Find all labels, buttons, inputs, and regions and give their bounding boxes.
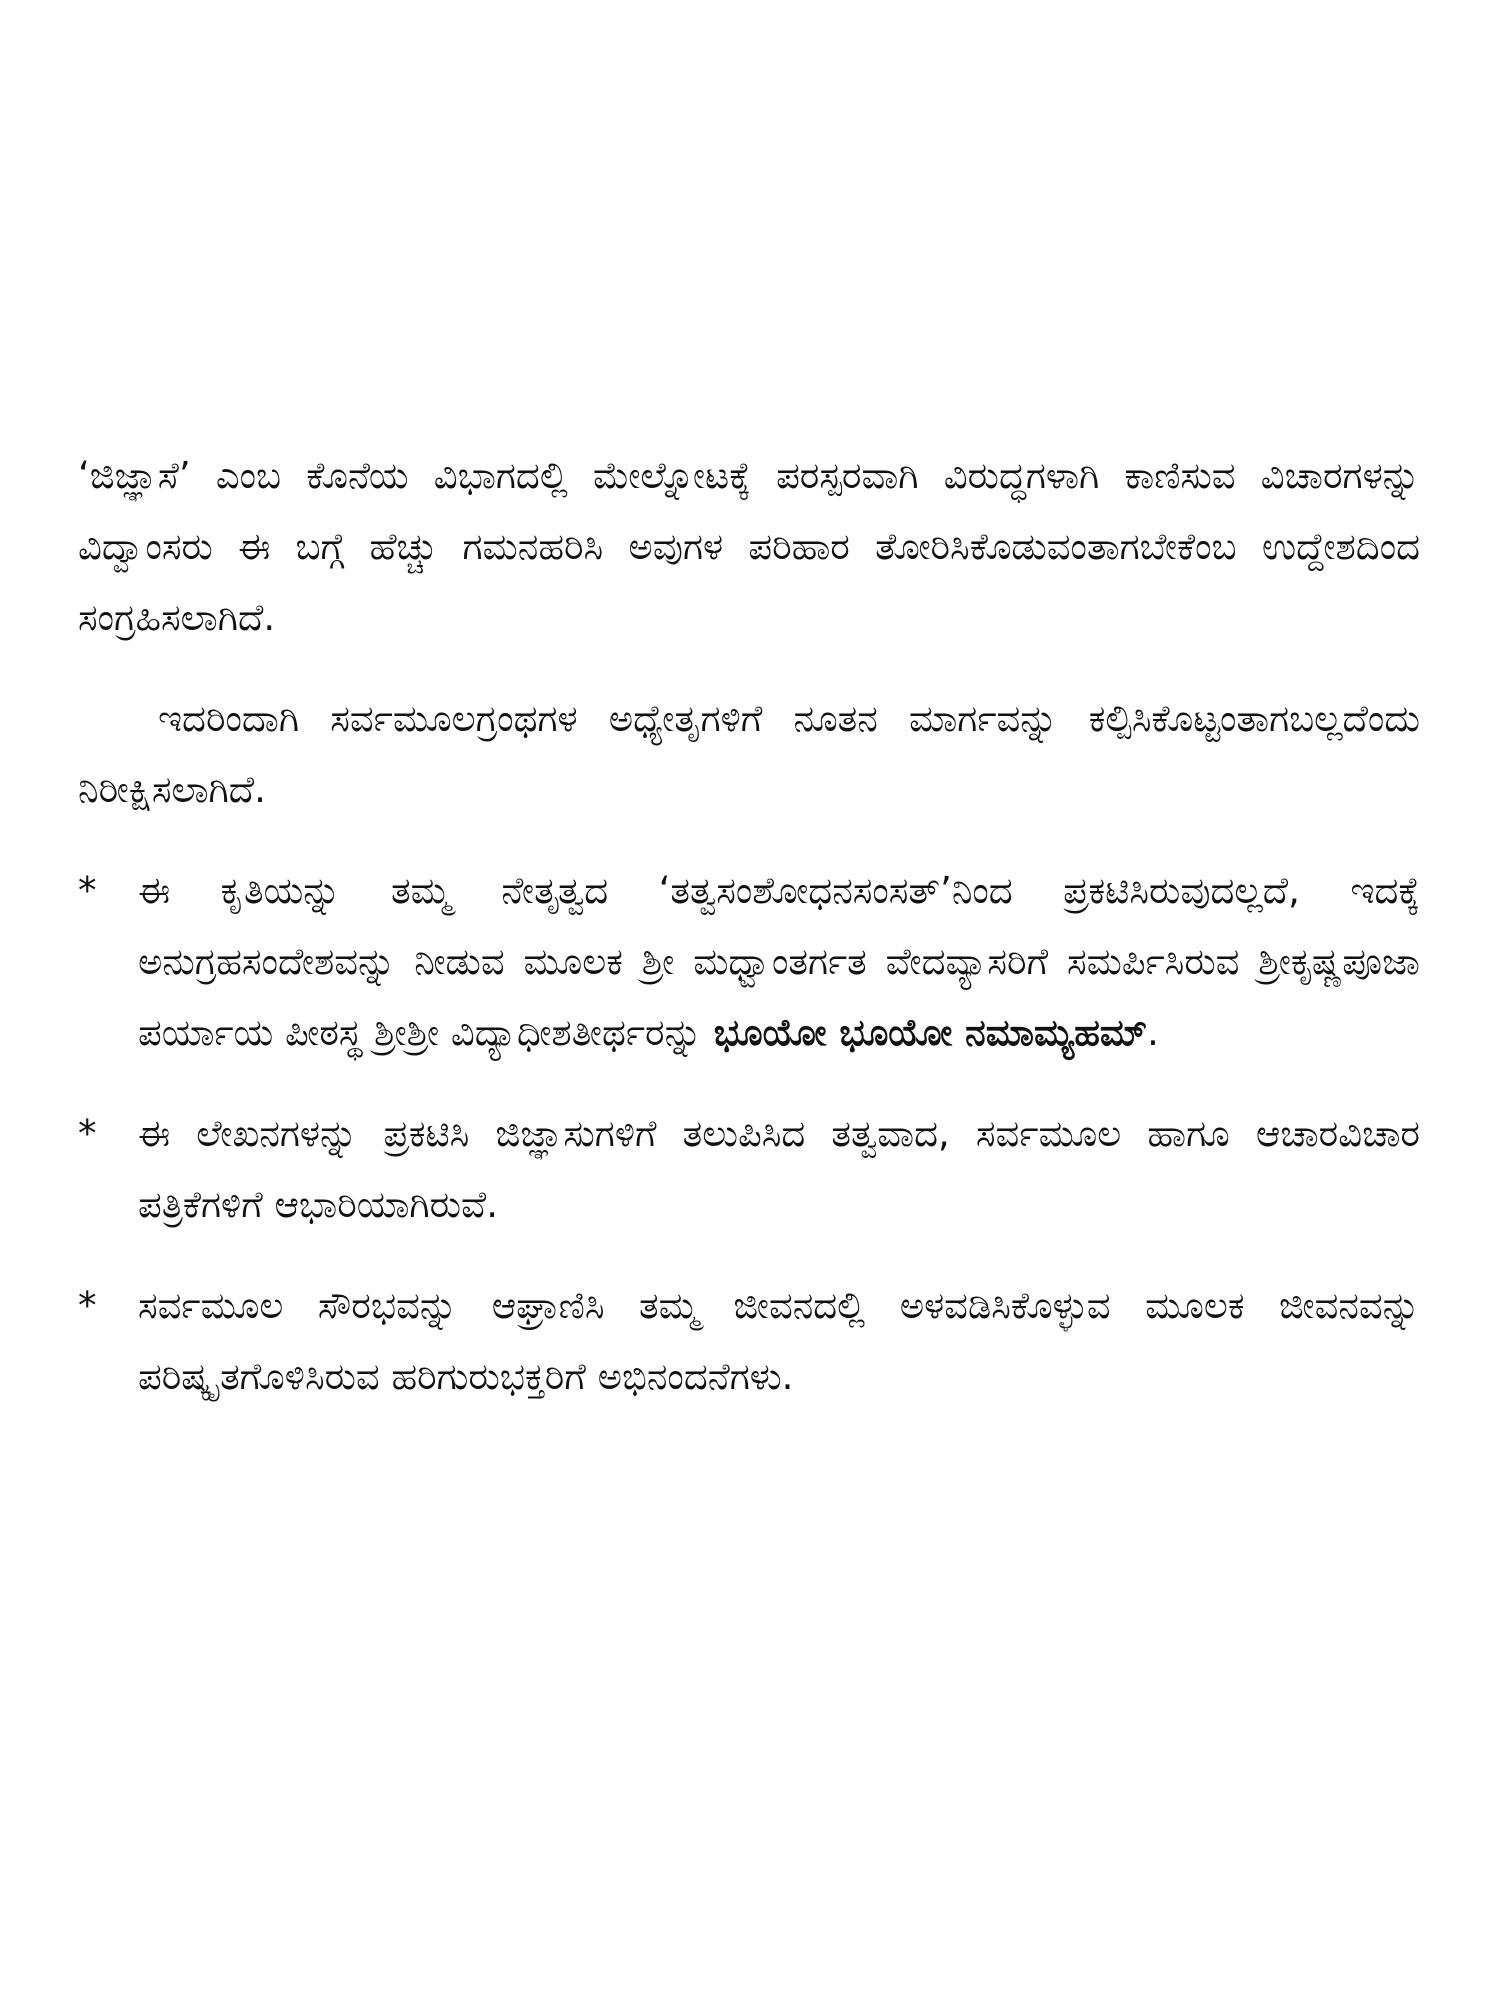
- bullet-bold-text: ಭೂಯೋ ಭೂಯೋ ನಮಾಮ್ಯಹಮ್: [713, 1011, 1148, 1054]
- bullet-item-gratitude-swamiji: [78, 855, 1420, 1068]
- bullet-text: ಈ ಕೃತಿಯನ್ನು ತಮ್ಮ ನೇತೃತ್ವದ ‘ತತ್ವಸಂಶೋಧನಸಂಸತ್’ನಿಂದ ಪ್ರಕಟಿಸಿರುವುದಲ್ಲದೆ, ಇದಕ್ಕೆ ಅನುಗ್ರಹಸಂದೇಶವನ್ನು ನೀಡುವ ಮೂಲಕ ಶ್ರೀ ಮಧ್ವಾಂತರ್ಗತ ವೇದವ್ಯಾಸರಿಗೆ ಸಮರ್ಪಿಸಿರುವ ಶ್ರೀಕೃಷ್ಣಪೂಜಾ ಪರ್ಯಾಯ ಪೀಠಸ್ಥ ಶ್ರೀಶ್ರೀ ವಿದ್ಯಾಧೀಶತೀರ್ಥರನ್ನು: [138, 869, 1420, 1054]
- bullet-text-end: .: [1147, 1011, 1159, 1054]
- bullet-item-congratulations: [78, 1270, 1420, 1412]
- bullet-text: ಸರ್ವಮೂಲ ಸೌರಭವನ್ನು ಆಘ್ರಾಣಿಸಿ ತಮ್ಮ ಜೀವನದಲ್ಲಿ ಅಳವಡಿಸಿಕೊಳ್ಳುವ ಮೂಲಕ ಜೀವನವನ್ನು ಪರಿಷ್ಕೃತಗೊಳಿಸಿರುವ ಹರಿಗುರುಭಕ್ತರಿಗೆ ಅಭಿನಂದನೆಗಳು.: [138, 1284, 1420, 1398]
- paragraph-jijnase: ‘ಜಿಜ್ಞಾಸೆ’ ಎಂಬ ಕೊನೆಯ ವಿಭಾಗದಲ್ಲಿ ಮೇಲ್ನೋಟಕ್ಕೆ ಪರಸ್ಪರವಾಗಿ ವಿರುದ್ಧಗಳಾಗಿ ಕಾಣಿಸುವ ವಿಚಾರಗಳನ್ನು ವಿದ್ವಾಂಸರು ಈ ಬಗ್ಗೆ ಹೆಚ್ಚು ಗಮನಹರಿಸಿ ಅವುಗಳ ಪರಿಹಾರ ತೋರಿಸಿಕೊಡುವಂತಾಗಬೇಕೆಂಬ ಉದ್ದೇಶದಿಂದ ಸಂಗ್ರಹಿಸಲಾಗಿದೆ.: [78, 454, 1420, 639]
- paragraph-expectation: ಇದರಿಂದಾಗಿ ಸರ್ವಮೂಲಗ್ರಂಥಗಳ ಅಧ್ಯೇತೃಗಳಿಗೆ ನೂತನ ಮಾರ್ಗವನ್ನು ಕಲ್ಪಿಸಿಕೊಟ್ಟಂತಾಗಬಲ್ಲದೆಂದು ನಿರೀಕ್ಷಿಸಲಾಗಿದೆ.: [78, 697, 1420, 811]
- asterisk-bullet-icon: *: [78, 1112, 97, 1155]
- document-page: [78, 440, 1420, 1412]
- bullet-text: ಈ ಲೇಖನಗಳನ್ನು ಪ್ರಕಟಿಸಿ ಜಿಜ್ಞಾಸುಗಳಿಗೆ ತಲುಪಿಸಿದ ತತ್ವವಾದ, ಸರ್ವಮೂಲ ಹಾಗೂ ಆಚಾರವಿಚಾರ ಪತ್ರಿಕೆಗಳಿಗೆ ಆಭಾರಿಯಾಗಿರುವೆ.: [138, 1112, 1420, 1226]
- asterisk-bullet-icon: *: [78, 869, 97, 912]
- asterisk-bullet-icon: *: [78, 1284, 97, 1327]
- bullet-item-gratitude-magazines: [78, 1098, 1420, 1240]
